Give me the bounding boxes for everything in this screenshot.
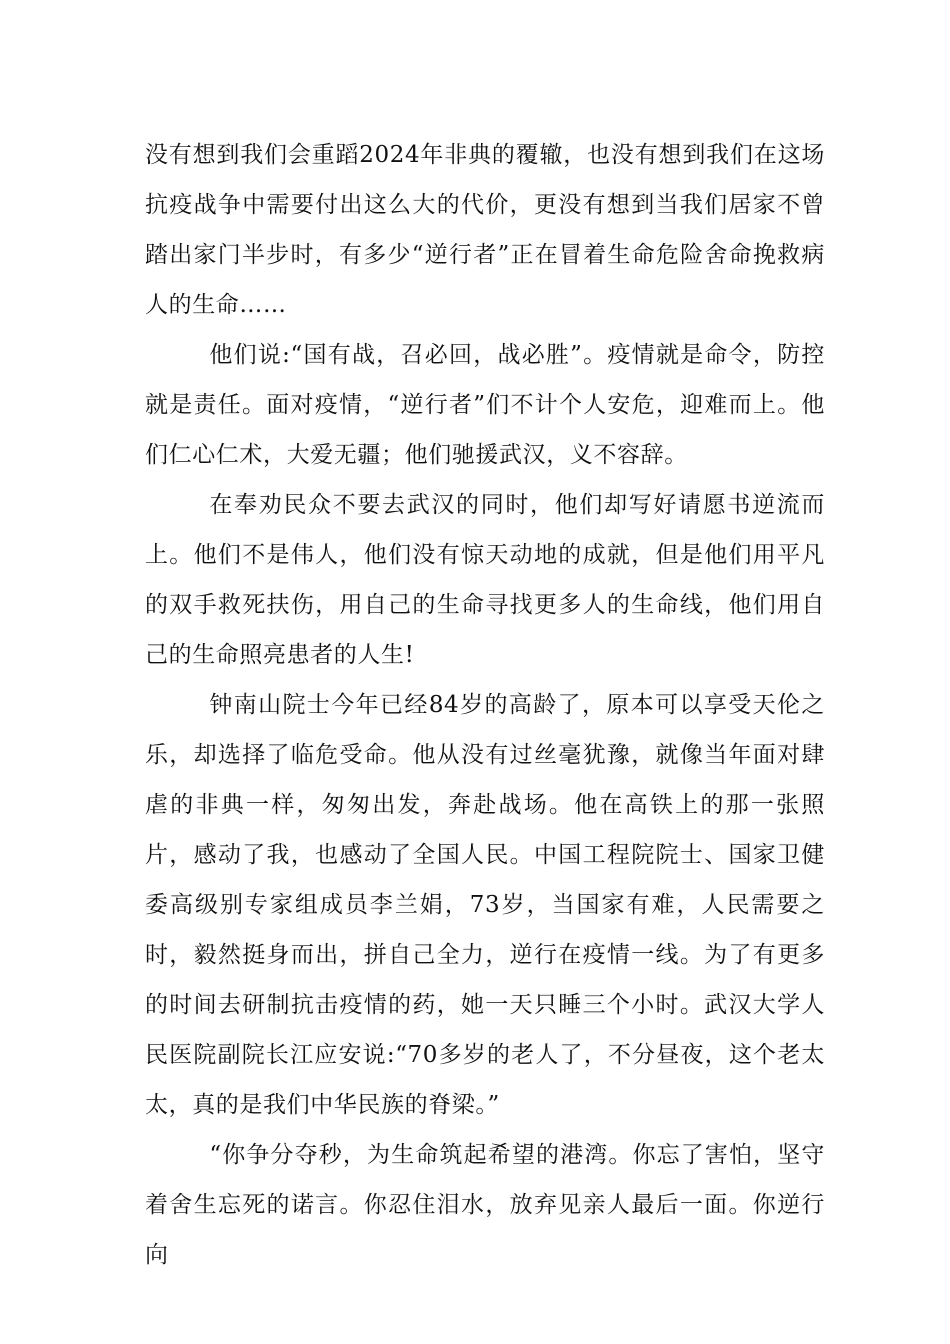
document-body xyxy=(145,130,825,1280)
paragraph-3: 在奉劝民众不要去武汉的同时，他们却写好请愿书逆流而上。他们不是伟人，他们没有惊天动地的成就，但是他们用平凡的双手救死扶伤，用自己的生命寻找更多人的生命线，他们用自己的生命照亮患者的人生! xyxy=(145,492,825,668)
paragraph-5: “你争分夺秒，为生命筑起希望的港湾。你忘了害怕，坚守着舍生忘死的诺言。你忍住泪水，放弃见亲人最后一面。你逆行向 xyxy=(145,1142,825,1268)
paragraph-2: 他们说:“国有战，召必回，战必胜”。疫情就是命令，防控就是责任。面对疫情，“逆行者”们不计个人安危，迎难而上。他们仁心仁术，大爱无疆；他们驰援武汉，义不容辞。 xyxy=(145,342,825,468)
paragraph-1: 没有想到我们会重蹈2024年非典的覆辙，也没有想到我们在这场抗疫战争中需要付出这么大的代价，更没有想到当我们居家不曾踏出家门半步时，有多少“逆行者”正在冒着生命危险舍命挽救病人的生命…… xyxy=(145,142,825,318)
paragraph-4: 钟南山院士今年已经84岁的高龄了，原本可以享受天伦之乐，却选择了临危受命。他从没有过丝毫犹豫，就像当年面对肆虐的非典一样，匆匆出发，奔赴战场。他在高铁上的那一张照片，感动了我，也感动了全国人民。中国工程院院士、国家卫健委高级别专家组成员李兰娟，73岁，当国家有难，人民需要之时，毅然挺身而出，拼自己全力，逆行在疫情一线。为了有更多的时间去研制抗击疫情的药，她一天只睡三个小时。武汉大学人民医院副院长江应安说:“70多岁的老人了，不分昼夜，这个老太太，真的是我们中华民族的脊梁。” xyxy=(145,692,825,1118)
